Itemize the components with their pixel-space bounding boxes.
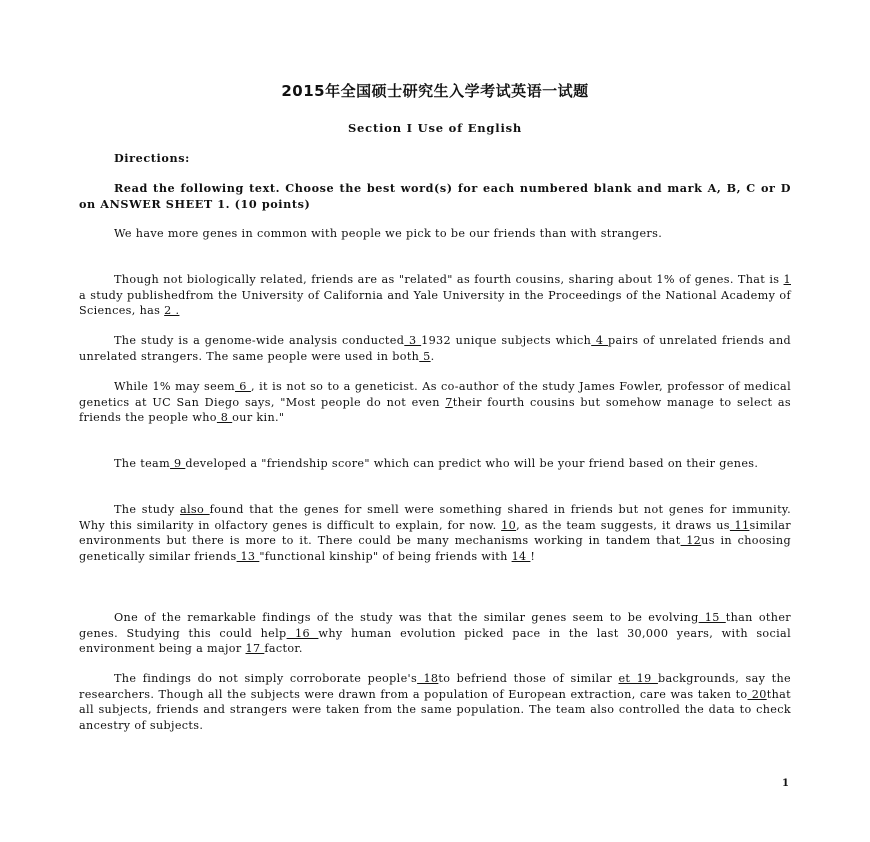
blank-10: 10 [501,518,517,532]
paragraph-text: "functional kinship" of being friends with [259,549,512,563]
paragraph-text: ! [530,549,536,563]
page-number: 1 [782,778,789,789]
paragraph-1 [79,226,791,242]
blank-8: 8 [216,411,233,425]
paragraph-text: found that the genes for smell were something shared in friends but not genes for immunity. Why this similarity in olfactory genes is difficult to explain, for now. [79,503,792,532]
paragraph-text: factor. [264,642,303,656]
paragraph-text: developed a "friendship score" which can predict who will be your friend based on their genes. [185,457,759,470]
blank-17: 17 [245,642,265,656]
blank-14: 14 [511,549,531,563]
paragraph-text: 1932 unique subjects which [421,334,592,347]
paragraph-7 [79,610,791,657]
paragraph-6 [79,502,791,564]
paragraph-text: pairs of unrelated friends and unrelated strangers. The same people were used in both [79,334,792,363]
paragraph-text: The study [114,503,180,516]
paragraph-text: us in choosing genetically similar friends [79,534,792,563]
blank-12: 12 [680,534,702,548]
paragraph-text: The findings do not simply corroborate people's [114,672,418,685]
blank-3: 3 [404,334,422,347]
blank-11: 11 [729,518,750,532]
blank-7: 7 [445,395,453,409]
paragraph-text: to befriend those of similar [438,672,619,685]
paragraph-text: While 1% may seem [114,380,236,393]
paragraph-2 [79,272,791,319]
paragraph-text: a study publishedfrom the University of California and Yale University in the Proceedings of the National Academy of Sciences, has [79,288,791,318]
blank-15: 15 [698,611,726,624]
paragraph-text: One of the remarkable findings of the study was that the similar genes seem to be evolving [114,611,699,624]
paragraph-5 [79,456,791,472]
paragraph-text: The study is a genome-wide analysis conducted [114,334,405,347]
blank-6: 6 [235,380,251,393]
blank-9: 9 [170,457,186,470]
blank-13: 13 [236,549,260,563]
paragraph-text: Though not biologically related, friends are as "related" as fourth cousins, sharing about 1% of genes. That is [114,273,784,286]
paragraph-text: , it is not so to a geneticist. As co-author of the study James Fowler, professor of medical genetics at UC San Diego says, "Most people do not even [79,380,791,409]
blank-16: 16 [286,626,319,640]
paragraph-4 [79,379,791,426]
paragraph-text: their fourth cousins but somehow manage to select as friends the people who [79,395,792,425]
underlined-word-also: also [179,503,210,516]
blank-4: 4 [591,334,609,347]
directions-label: Directions: [114,151,190,165]
paragraph-text: The team [114,457,171,470]
paragraph-text: our kin." [232,411,285,425]
paragraph-text: why human evolution picked pace in the last 30,000 years, with social environment being a major [79,626,792,656]
paragraph-8 [79,671,791,733]
paragraph-text: than other genes. Studying this could help [79,611,791,640]
paragraph-text: similar environments but there is more to it. There could be many mechanisms working in tandem that [79,518,791,548]
paragraph-text: backgrounds, say the researchers. Though all the subjects were drawn from a population of European extraction, care was taken to [79,672,792,701]
page-title: 2015年全国硕士研究生入学考试英语一试题 [281,82,589,100]
blank-2: 2 . [164,304,180,318]
paragraph-text: , as the team suggests, it draws us [516,518,730,532]
paragraph-text: . [430,349,435,363]
directions-text: Read the following text. Choose the best word(s) for each numbered blank and mark A, B, C or D on ANSWER SHEET 1. (10 points) [79,181,791,211]
blank-1: 1 [783,273,791,286]
section-heading: Section I Use of English [347,121,523,135]
blank-19: et 19 [618,672,658,685]
blank-20: 20 [747,687,767,701]
blank-5: 5 [419,349,431,363]
paragraph-3 [79,333,791,364]
paragraph-text: We have more genes in common with people we pick to be our friends than with strangers. [114,227,663,240]
paragraph-text: that all subjects, friends and strangers were taken from the same population. The team also controlled the data to check ancestry of subjects. [79,687,791,732]
blank-18: 18 [417,672,439,685]
